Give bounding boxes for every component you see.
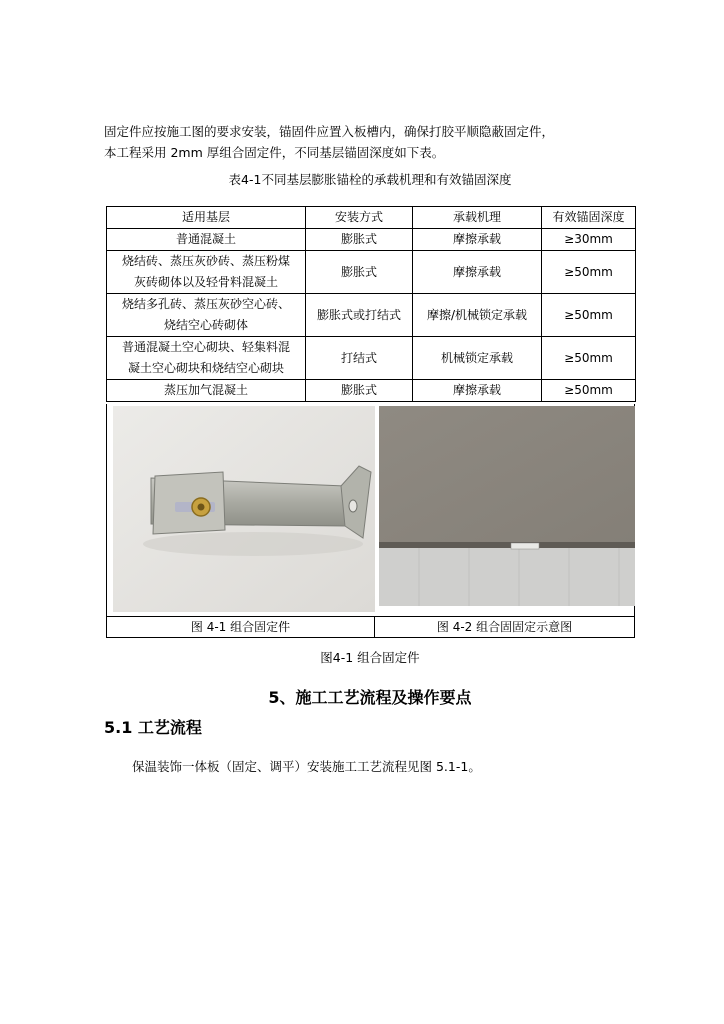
header-base: 适用基层: [107, 207, 306, 229]
intro-line-2: 本工程采用 2mm 厚组合固定件，不同基层锚固深度如下表。: [104, 145, 445, 160]
section-5-1-paragraph: 保温装饰一体板（固定、调平）安装施工工艺流程见图 5.1-1。: [132, 759, 481, 774]
cell-base-line: 烧结砖、蒸压灰砂砖、蒸压粉煤: [121, 254, 290, 268]
cell-mechanism: 摩擦承载: [413, 251, 542, 294]
photo-panel: [106, 404, 635, 638]
cell-depth: ≥50mm: [542, 294, 636, 337]
intro-paragraph: [104, 121, 640, 163]
photo-caption-left: 图 4-1 组合固定件: [190, 620, 291, 634]
table-row: [107, 380, 636, 402]
cell-depth: ≥50mm: [542, 251, 636, 294]
cell-depth: ≥50mm: [542, 337, 636, 380]
cell-base-line: 普通混凝土空心砌块、轻集料混: [121, 340, 290, 354]
table-row: [107, 337, 636, 380]
table-header-row: [107, 207, 636, 229]
cell-method: 膨胀式: [306, 229, 413, 251]
header-depth: 有效锚固深度: [542, 207, 636, 229]
cell-depth: ≥50mm: [542, 380, 636, 402]
cell-method: 膨胀式或打结式: [306, 294, 413, 337]
header-method: 安装方式: [306, 207, 413, 229]
cell-mechanism: 摩擦/机械锁定承载: [413, 294, 542, 337]
anchor-depth-table: [106, 206, 636, 402]
table-row: [107, 251, 636, 294]
installation-photo: [379, 406, 635, 606]
intro-line-1: 固定件应按施工图的要求安装，锚固件应置入板槽内，确保打胶平顺隐蔽固定件，: [104, 124, 555, 139]
section-5-heading: 5、施工工艺流程及操作要点: [268, 688, 472, 707]
installation-illustration: [379, 406, 635, 606]
cell-base: [107, 229, 306, 251]
cell-method: 膨胀式: [306, 380, 413, 402]
cell-depth: ≥30mm: [542, 229, 636, 251]
cell-base-line: 烧结空心砖砌体: [163, 318, 248, 332]
table-row: [107, 229, 636, 251]
table-row: [107, 294, 636, 337]
fixing-bracket-photo: [113, 406, 375, 612]
cell-base-line: 普通混凝土: [175, 232, 236, 246]
cell-base-line: 凝土空心砌块和烧结空心砌块: [127, 361, 284, 375]
cell-base: [107, 337, 306, 380]
cell-method: 打结式: [306, 337, 413, 380]
photo-caption-right: 图 4-2 组合固固定示意图: [436, 620, 573, 634]
cell-base-line: 灰砖砌体以及轻骨料混凝土: [133, 275, 278, 289]
header-mechanism: 承载机理: [413, 207, 542, 229]
cell-base-line: 烧结多孔砖、蒸压灰砂空心砖、: [121, 297, 290, 311]
cell-base-line: 蒸压加气混凝土: [163, 383, 248, 397]
figure-caption: 图4-1 组合固定件: [320, 650, 420, 665]
cell-method: 膨胀式: [306, 251, 413, 294]
cell-mechanism: 摩擦承载: [413, 229, 542, 251]
fixing-bracket-illustration: [113, 406, 375, 612]
cell-base: [107, 251, 306, 294]
section-5-1-heading: 5.1 工艺流程: [104, 718, 202, 737]
cell-mechanism: 机械锁定承载: [413, 337, 542, 380]
cell-base: [107, 294, 306, 337]
cell-base: [107, 380, 306, 402]
table-caption: 表4-1不同基层膨胀锚栓的承载机理和有效锚固深度: [228, 172, 512, 187]
cell-mechanism: 摩擦承载: [413, 380, 542, 402]
